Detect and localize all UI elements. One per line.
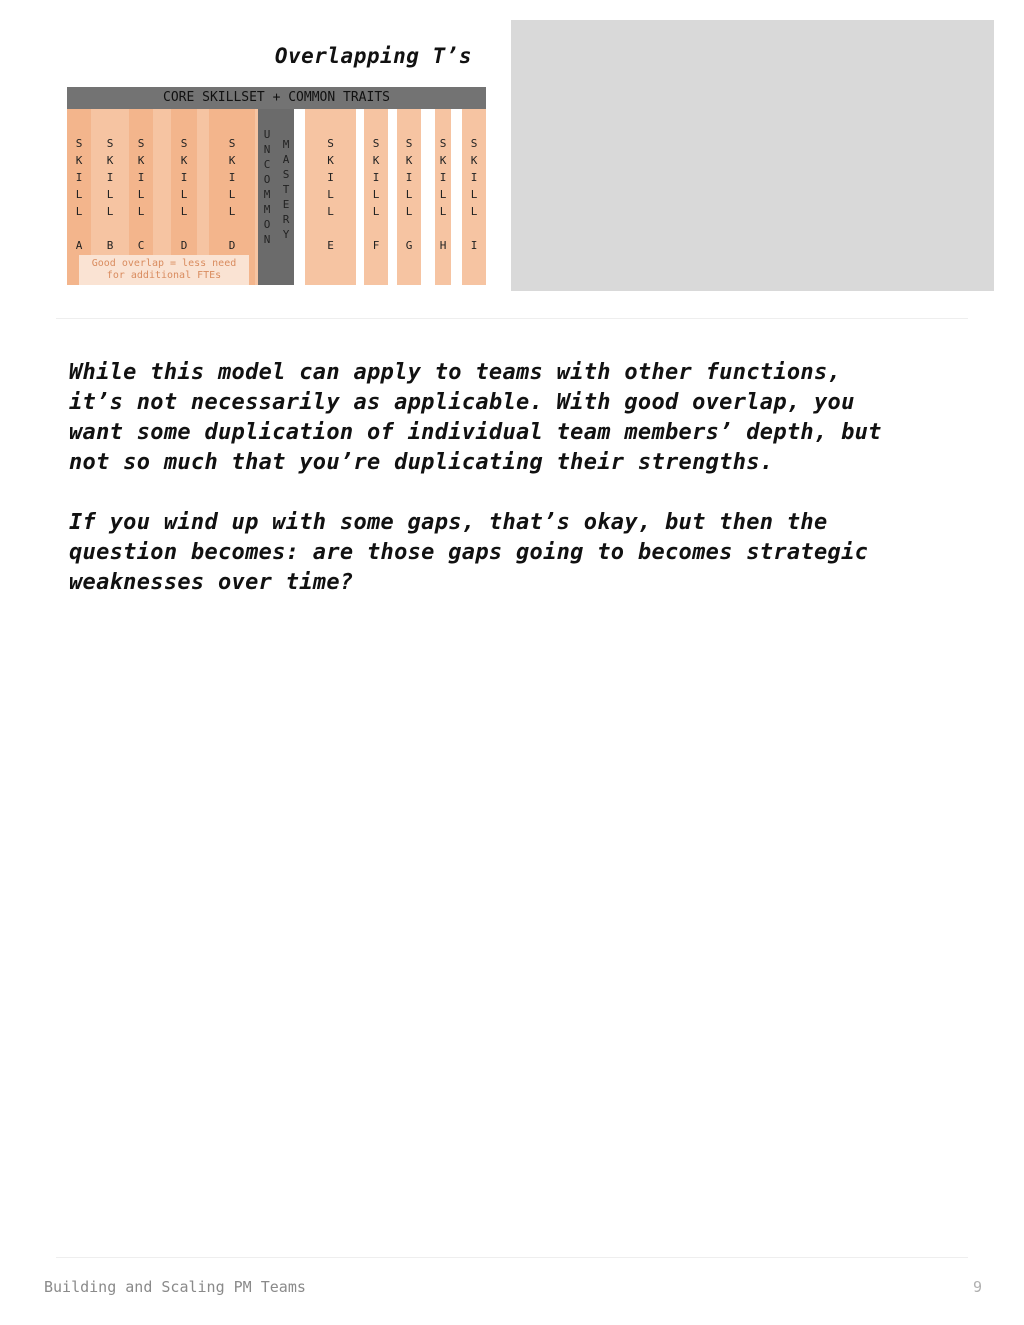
skill-word: S K I L L bbox=[470, 137, 478, 218]
skill-column-h bbox=[435, 109, 451, 285]
skill-word: S K I L L bbox=[106, 137, 114, 218]
mastery-word: M A S T E R Y bbox=[282, 138, 290, 241]
paragraph-2: If you wind up with some gaps, that’s okay, but then the question becomes: are those gaps going to becomes strategic weaknesses over time? bbox=[69, 510, 869, 595]
skill-word: S K I L L bbox=[372, 137, 380, 218]
skill-letter: D bbox=[180, 239, 188, 252]
skill-letter: B bbox=[106, 239, 114, 252]
mastery-column bbox=[258, 109, 294, 285]
footer-divider bbox=[56, 1257, 968, 1258]
skill-word: S K I L L bbox=[75, 137, 83, 218]
skill-column-g bbox=[397, 109, 421, 285]
diagram-header: CORE SKILLSET + COMMON TRAITS bbox=[67, 87, 486, 109]
body-text bbox=[69, 358, 969, 628]
image-placeholder bbox=[511, 20, 994, 291]
skill-word: S K I L L bbox=[228, 137, 236, 218]
uncommon-word: U N C O M M O N bbox=[263, 128, 271, 246]
overlapping-ts-diagram bbox=[67, 87, 486, 285]
paragraph-1: While this model can apply to teams with other functions, it’s not necessarily as applicable. With good overlap, you want some duplication of individual team members’ depth, but not so much that you’re duplicating their strengths. bbox=[69, 360, 882, 475]
overlap-note: Good overlap = less need for additional FTEs bbox=[79, 255, 249, 285]
skill-column-f bbox=[364, 109, 388, 285]
top-divider bbox=[56, 318, 968, 319]
footer-title: Building and Scaling PM Teams bbox=[44, 1278, 306, 1296]
skill-word: S K I L L bbox=[439, 137, 447, 218]
figure-title: Overlapping T’s bbox=[274, 44, 472, 68]
skill-column-e bbox=[305, 109, 356, 285]
skill-word: S K I L L bbox=[405, 137, 413, 218]
skill-letter: G bbox=[405, 239, 413, 252]
skill-column-i bbox=[462, 109, 486, 285]
skill-word: S K I L L bbox=[180, 137, 188, 218]
skill-word: S K I L L bbox=[327, 137, 334, 218]
page-number: 9 bbox=[972, 1278, 982, 1296]
skill-letter: F bbox=[372, 239, 380, 252]
skill-letter: E bbox=[327, 239, 334, 252]
skill-letter: C bbox=[137, 239, 145, 252]
skill-letter: H bbox=[439, 239, 447, 252]
skill-letter: I bbox=[470, 239, 478, 252]
skill-letter: D bbox=[228, 239, 236, 252]
skill-word: S K I L L bbox=[137, 137, 145, 218]
skill-letter: A bbox=[75, 239, 83, 252]
